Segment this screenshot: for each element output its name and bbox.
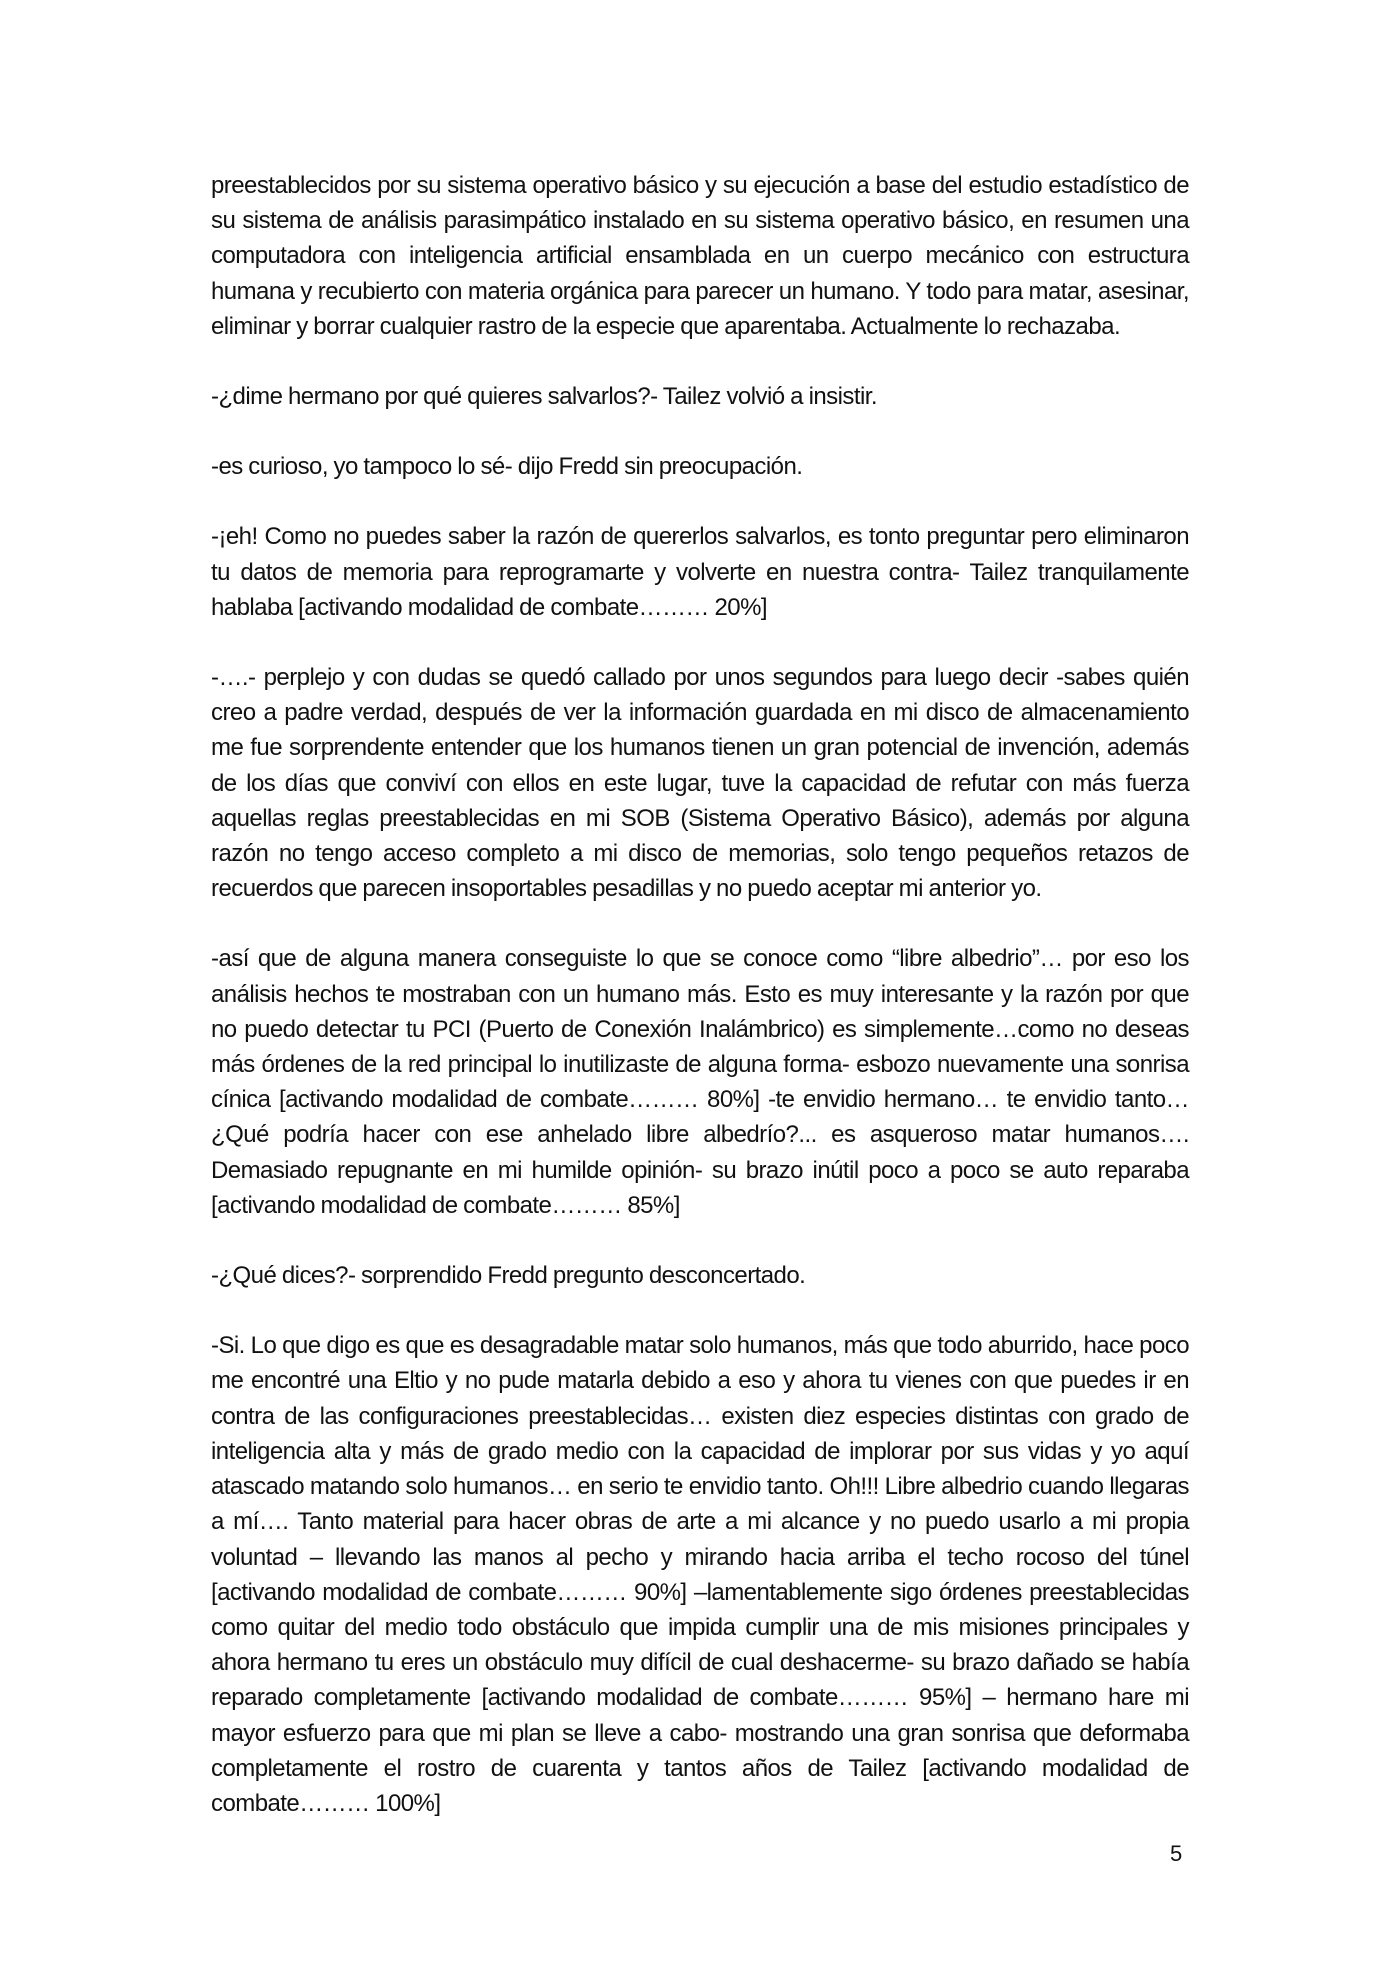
page-number: 5 <box>1170 1841 1183 1866</box>
paragraph: -¡eh! Como no puedes saber la razón de quererlos salvarlos, es tonto preguntar pero eliminaron tu datos de memoria para reprogramarte y volverte en nuestra contra- Tailez tranquilamente hablaba [activando modalidad de combate……… 20%] <box>211 523 1189 621</box>
paragraph: -así que de alguna manera conseguiste lo que se conoce como “libre albedrio”… por eso los análisis hechos te mostraban con un humano más. Esto es muy interesante y la razón por que no puedo detectar tu PCI (Puerto de Conexión Inalámbrico) es simplemente…como no deseas más órdenes de la red principal lo inutilizaste de alguna forma- esbozo nuevamente una sonrisa cínica [activando modalidad de combate……… 80%] -te envidio hermano… te envidio tanto… ¿Qué podría hacer con ese anhelado libre albedrío?... es asqueroso matar humanos…. Demasiado repugnante en mi humilde opinión- su brazo inútil poco a poco se auto reparaba [activando modalidad de combate……… 85%] <box>211 945 1189 1219</box>
paragraph: -es curioso, yo tampoco lo sé- dijo Fredd sin preocupación. <box>211 453 803 481</box>
paragraph: -¿dime hermano por qué quieres salvarlos?- Tailez volvió a insistir. <box>211 383 877 411</box>
document-body <box>211 168 1189 1821</box>
paragraph: -Si. Lo que digo es que es desagradable matar solo humanos, más que todo aburrido, hace poco me encontré una Eltio y no pude matarla debido a eso y ahora tu vienes con que puedes ir en contra de las configuraciones preestablecidas… existen diez especies distintas con grado de inteligencia alta y más de grado medio con la capacidad de implorar por sus vidas y yo aquí atascado matando solo humanos… en serio te envidio tanto. Oh!!! Libre albedrio cuando llegaras a mí…. Tanto material para hacer obras de arte a mi alcance y no puedo usarlo a mi propia voluntad – llevando las manos al pecho y mirando hacia arriba el techo rocoso del túnel [activando modalidad de combate……… 90%] –lamentablemente sigo órdenes preestablecidas como quitar del medio todo obstáculo que impida cumplir una de mis misiones principales y ahora hermano tu eres un obstáculo muy difícil de cual deshacerme- su brazo dañado se había reparado completamente [activando modalidad de combate……… 95%] – hermano hare mi mayor esfuerzo para que mi plan se lleve a cabo- mostrando una gran sonrisa que deformaba completamente el rostro de cuarenta y tantos años de Tailez [activando modalidad de combate……… 100%] <box>211 1332 1189 1817</box>
paragraph: -….- perplejo y con dudas se quedó callado por unos segundos para luego decir -sabes quién creo a padre verdad, después de ver la información guardada en mi disco de almacenamiento me fue sorprendente entender que los humanos tienen un gran potencial de invención, además de los días que conviví con ellos en este lugar, tuve la capacidad de refutar con más fuerza aquellas reglas preestablecidas en mi SOB (Sistema Operativo Básico), además por alguna razón no tengo acceso completo a mi disco de memorias, solo tengo pequeños retazos de recuerdos que parecen insoportables pesadillas y no puedo aceptar mi anterior yo. <box>211 664 1189 903</box>
paragraph: preestablecidos por su sistema operativo básico y su ejecución a base del estudio estadístico de su sistema de análisis parasimpático instalado en su sistema operativo básico, en resumen una computadora con inteligencia artificial ensamblada en un cuerpo mecánico con estructura humana y recubierto con materia orgánica para parecer un humano. Y todo para matar, asesinar, eliminar y borrar cualquier rastro de la especie que aparentaba. Actualmente lo rechazaba. <box>211 172 1189 340</box>
paragraph: -¿Qué dices?- sorprendido Fredd pregunto desconcertado. <box>211 1262 806 1290</box>
